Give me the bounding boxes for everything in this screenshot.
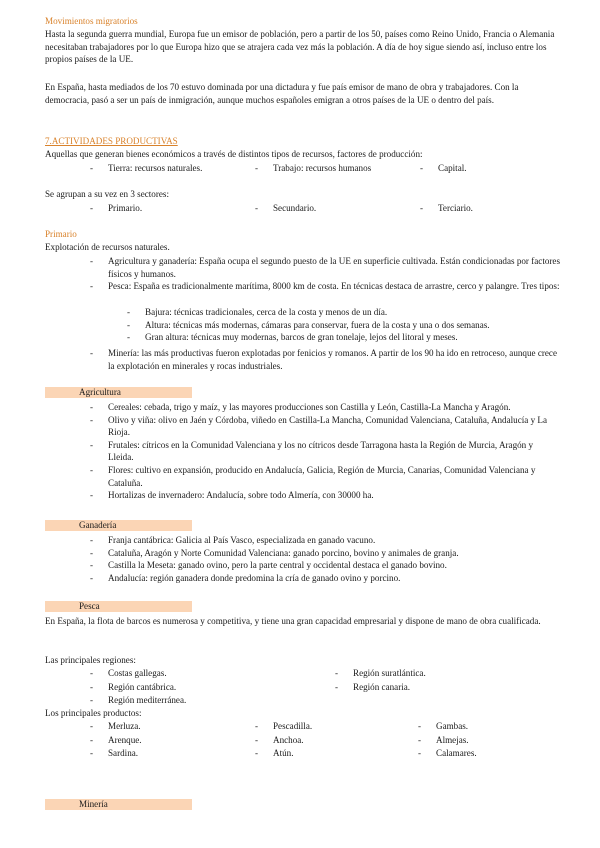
migration-paragraph-1: Hasta la segunda guerra mundial, Europa fue un emisor de población, pero a partir de los 50, países como Reino Unido, Francia o Alemania necesitaban trabajadores por lo que Europa hizo que se atrajera cada vez más la población. A día de hoy sigue siendo así, incluso entre los propios países de la UE.: [45, 29, 555, 65]
pesca-heading-band: [45, 601, 192, 612]
agricultura-heading-band: [45, 387, 192, 398]
list-item: - Castilla la Meseta: ganado ovino, pero la parte central y occidental destaca el ganado bovino.: [90, 559, 560, 572]
products-intro: Los principales productos:: [45, 708, 142, 718]
pesca-types-list: [127, 306, 560, 344]
list-item: - Franja cantábrica: Galicia al País Vasco, especializada en ganado vacuno.: [90, 534, 560, 547]
list-item: - Frutales: cítricos en la Comunidad Valenciana y los no cítricos desde Tarragona hasta la Región de Murcia, Aragón y Lleida.: [90, 439, 560, 464]
list-item: - Hortalizas de invernadero: Andalucía, sobre todo Almería, con 30000 ha.: [90, 489, 560, 502]
list-item: - Olivo y viña: olivo en Jaén y Córdoba, viñedo en Castilla-La Mancha, Comunidad Valenciana, Cataluña, Andalucía y La Rioja.: [90, 414, 560, 439]
ganaderia-list: [90, 534, 560, 584]
primario-list: [90, 255, 560, 293]
list-item: - Flores: cultivo en expansión, producido en Andalucía, Galicia, Región de Murcia, Canarias, Comunidad Valenciana y Cataluña.: [90, 464, 560, 489]
pesca-heading: Pesca: [79, 601, 100, 611]
list-item: - Agricultura y ganadería: España ocupa el segundo puesto de la UE en superficie cultivada. Están condicionadas por factores físicos y humanos.: [90, 255, 560, 280]
list-item: - Gran altura: técnicas muy modernas, barcos de gran tonelaje, lejos del litoral y meses.: [127, 331, 560, 344]
regions-intro: Las principales regiones:: [45, 655, 136, 665]
document-page: Movimientos migratorios Hasta la segunda guerra mundial, Europa fue un emisor de población, pero a partir de los 50, países como Reino Unido, Francia o Alemania necesitaban trabajadores por lo que Europa hizo que se atrajera cada vez más la población. A día de hoy sigue siendo así, incluso entre los propios países de la UE. En España, hasta mediados de los 70 estuvo dominada por una dictadura y fue país emisor de mano de obra y trabajadores. Con la democracia, pasó a ser un país de inmigración, aunque muchos españoles emigran a otros países de la UE o dentro del país. 7.ACTIVIDADES PRODUCTIVAS Aquellas que generan bienes económicos a través de distintos tipos de recursos, factores de producción: - Tierra: recursos naturales. - Trabajo: recursos humanos - Capital. Se agrupan a su vez en 3 sectores: - Primario. - Secundario. - Terciario. Primario Explotación de recursos naturales. - Agricultura y ganadería: España ocupa el segundo puesto de la UE en superficie cultivada. Están condicionadas por factores físicos y humanos. - Pesca: España es tradicionalmente marítima, 8000 km de costa. En técnicas destaca de arrastre, cerco y palangre. Tres tipos: - Bajura: técnicas tradicionales, cerca de la costa y menos de un día. - Altura: técnicas más modernas, cámaras para conservar, fuera de la costa y una o dos semanas. - Gran altura: técnicas muy modernas, barcos de gran tonelaje, lejos del litoral y meses. - Minería: las más productivas fueron explotadas por fenicios y romanos. A partir de los 90 ha ido en retroceso, aunque crece la explotación en minerales y rocas industriales. Agricultura - Cereales: cebada, trigo y maíz, y las mayores producciones son Castilla y León, Castilla-La Mancha y Aragón. - Olivo y viña: olivo en Jaén y Córdoba, viñedo en Castilla-La Mancha, Comunidad Valenciana, Cataluña, Andalucía y La Rioja. - Frutales: cítricos en la Comunidad Valenciana y los no cítricos desde Tarragona hasta la Región de Murcia, Aragón y Lleida. - Flores: cultivo en expansión, producido en Andalucía, Galicia, Región de Murcia, Canarias, Comunidad Valenciana y Cataluña. - Hortalizas de invernadero: Andalucía, sobre todo Almería, con 30000 ha. Ganadería - Franja cantábrica: Galicia al País Vasco, especializada en ganado vacuno. - Cataluña, Aragón y Norte Comunidad Valenciana: ganado porcino, bovino y animales de granja. - Castilla la Meseta: ganado ovino, pero la parte central y occidental destaca el ganado bovino. - Andalucía: región ganadera donde predomina la cría de ganado ovino y porcino. Pesca En España, la flota de barcos es numerosa y competitiva, y tiene una gran capacidad empresarial y dispone de mano de obra cualificada. Las principales regiones: - Costas gallegas. - Región suratlántica. - Región cantábrica. - Región canaria. - Región mediterránea. Los principales productos: - Merluza. - Pescadilla. - Gambas. - Arenque. - Anchoa. - Almejas. - Sardina. - Atún. - Calamares. Minería: [0, 0, 600, 848]
pesca-paragraph: En España, la flota de barcos es numerosa y competitiva, y tiene una gran capacidad empresarial y dispone de mano de obra cualificada.: [45, 616, 541, 626]
agricultura-list: [90, 401, 560, 502]
list-item: - Cereales: cebada, trigo y maíz, y las mayores producciones son Castilla y León, Castilla-La Mancha y Aragón.: [90, 401, 560, 414]
mineria-heading-band: [45, 799, 192, 810]
migration-paragraph-2: En España, hasta mediados de los 70 estuvo dominada por una dictadura y fue país emisor de mano de obra y trabajadores. Con la democracia, pasó a ser un país de inmigración, aunque muchos españoles emigran a otros países de la UE o dentro del país.: [45, 82, 519, 105]
migration-heading: Movimientos migratorios: [45, 16, 138, 26]
section-7-intro: Aquellas que generan bienes económicos a través de distintos tipos de recursos, factores de producción:: [45, 149, 423, 159]
mineria-heading: Minería: [79, 799, 108, 809]
list-item: - Bajura: técnicas tradicionales, cerca de la costa y menos de un día.: [127, 306, 560, 319]
section-7-heading: 7.ACTIVIDADES PRODUCTIVAS: [45, 136, 178, 146]
list-item: - Altura: técnicas más modernas, cámaras para conservar, fuera de la costa y una o dos semanas.: [127, 319, 560, 332]
list-item: - Cataluña, Aragón y Norte Comunidad Valenciana: ganado porcino, bovino y animales de granja.: [90, 547, 560, 560]
ganaderia-heading-band: [45, 520, 192, 531]
primario-heading: Primario: [45, 229, 77, 239]
primario-intro: Explotación de recursos naturales.: [45, 242, 170, 252]
list-item: - Pesca: España es tradicionalmente marítima, 8000 km de costa. En técnicas destaca de arrastre, cerco y palangre. Tres tipos:: [90, 280, 560, 293]
mineria-list: [90, 347, 560, 372]
list-item: - Minería: las más productivas fueron explotadas por fenicios y romanos. A partir de los 90 ha ido en retroceso, aunque crece la explotación en minerales y rocas industriales.: [90, 347, 560, 372]
ganaderia-heading: Ganadería: [79, 520, 117, 530]
agricultura-heading: Agricultura: [79, 387, 121, 397]
list-item: - Andalucía: región ganadera donde predomina la cría de ganado ovino y porcino.: [90, 572, 560, 585]
sectors-intro: Se agrupan a su vez en 3 sectores:: [45, 189, 169, 199]
